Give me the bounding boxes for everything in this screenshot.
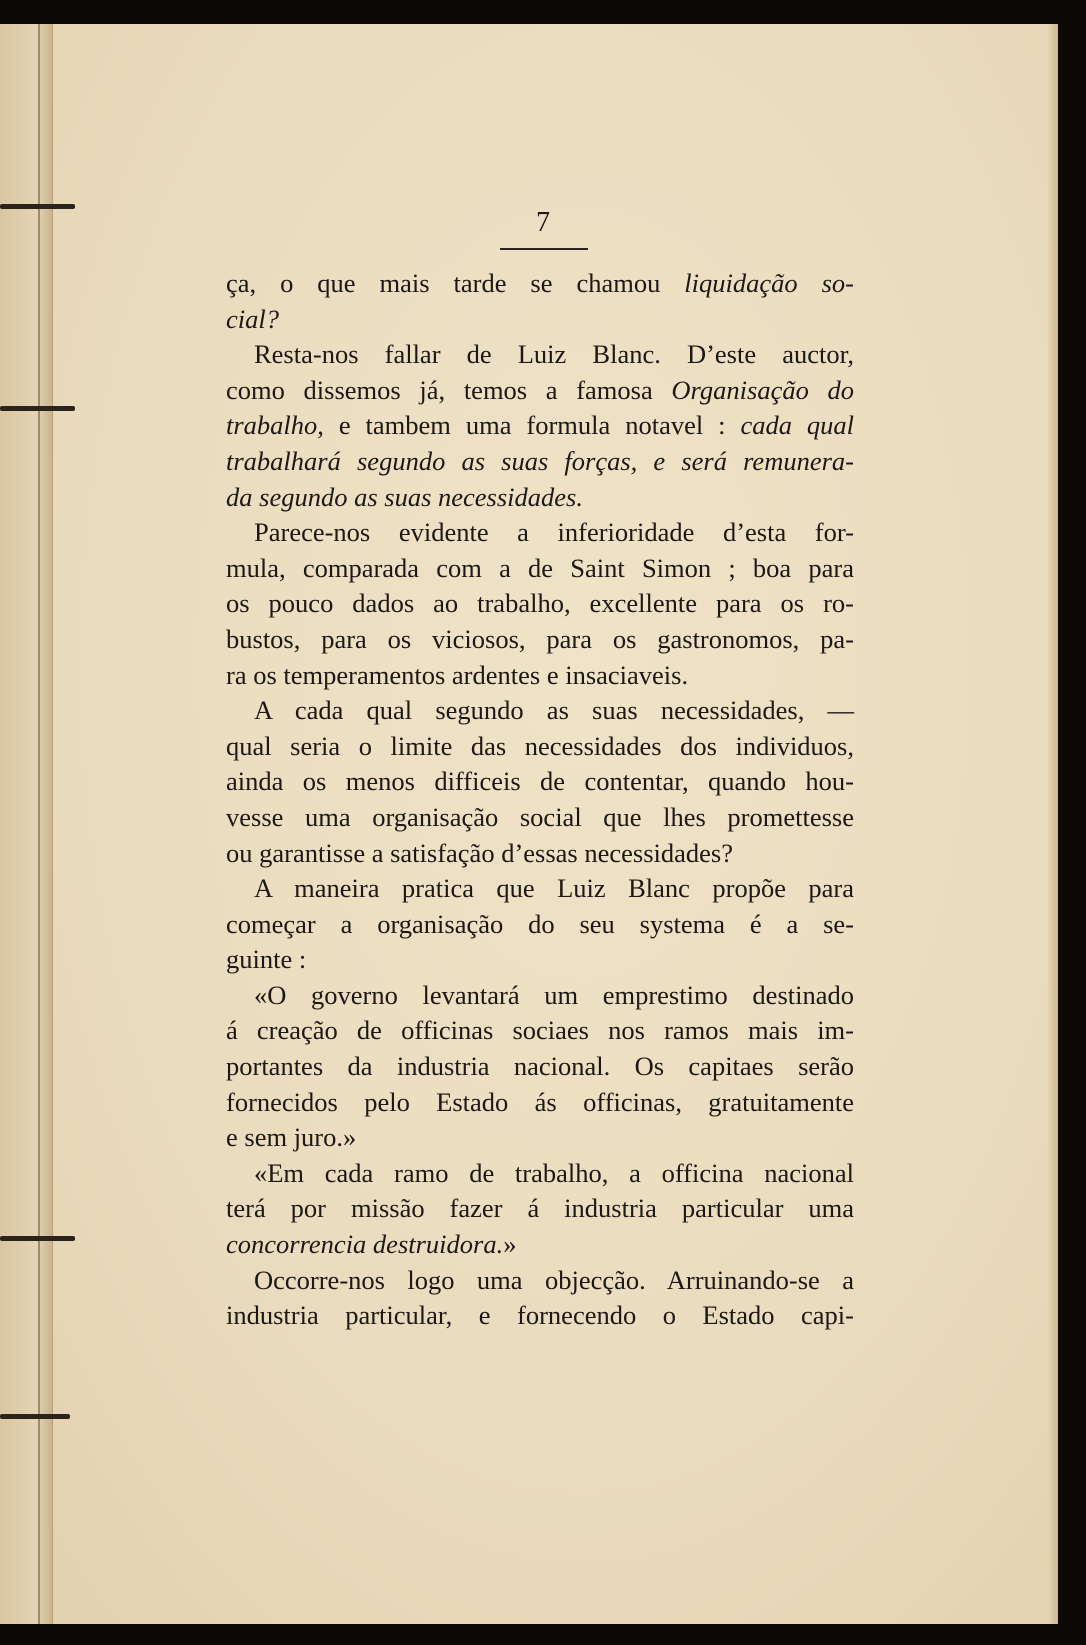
binding-margin [0,24,53,1624]
text-line [226,942,854,978]
text-run: qual seria o limite das necessidades dos individuos, [226,730,854,761]
text-line [226,836,854,872]
italic-text: da segundo as suas necessidades. [226,481,583,512]
text-line [226,515,854,551]
text-line [226,658,854,694]
text-run: , e tambem uma formula notavel : [317,410,741,441]
text-run: ou garantisse a satisfação d’essas necessidades? [226,837,733,868]
text-line [226,586,854,622]
italic-text: cada qual [740,410,855,441]
text-line [226,266,854,302]
text-run: » [503,1229,517,1260]
text-run: portantes da industria nacional. Os capitaes serão [226,1051,854,1082]
text-run: «Em cada ramo de trabalho, a officina nacional [254,1157,854,1188]
italic-text: trabalhará segundo as suas forças, e será remunera- [226,445,854,476]
text-line [226,729,854,765]
text-line [226,978,854,1014]
text-run: os pouco dados ao trabalho, excellente para os ro- [226,588,854,619]
text-run: fornecidos pelo Estado ás officinas, gratuitamente [226,1086,854,1117]
binding-stitch [0,1236,75,1241]
text-run: mula, comparada com a de Saint Simon ; boa para [226,552,854,583]
text-line [226,1298,854,1334]
italic-text: trabalho [226,410,318,441]
text-run: á creação de officinas sociaes nos ramos mais im- [226,1015,854,1046]
text-line [226,622,854,658]
text-run: A cada qual segundo as suas necessidades, — [254,695,854,726]
binding-thread [38,24,40,1624]
text-line [226,1085,854,1121]
text-run: «O governo levantará um emprestimo destinado [254,979,854,1010]
text-run: ça, o que mais tarde se chamou [226,268,685,298]
text-line [226,1156,854,1192]
text-line [226,1227,854,1263]
text-run: como dissemos já, temos a famosa [226,374,672,405]
body-text [226,266,854,1334]
text-run: ainda os menos difficeis de contentar, quando hou- [226,766,854,797]
text-run: Parece-nos evidente a inferioridade d’esta for- [254,517,854,548]
italic-text: concorrencia destruidora. [226,1229,504,1260]
text-run: industria particular, e fornecendo o Estado capi- [226,1300,854,1331]
text-run: começar a organisação do seu systema é a se- [226,908,854,939]
text-run: Occorre-nos logo uma objecção. Arruinando-se a [254,1264,854,1295]
italic-text: Organisação do [671,374,854,405]
text-run: ra os temperamentos ardentes e insaciaveis. [226,659,689,690]
text-line [226,907,854,943]
text-run: Resta-nos fallar de Luiz Blanc. D’este auctor, [254,339,854,370]
page-number: 7 [536,207,550,238]
header-rule [500,248,588,250]
text-line [226,764,854,800]
text-run: A maneira pratica que Luiz Blanc propõe para [254,873,854,904]
italic-text: liquidação so- [684,268,854,298]
page-edge [1048,24,1058,1624]
text-run: terá por missão fazer á industria particular uma [226,1193,854,1224]
text-line [226,1120,854,1156]
text-run: bustos, para os viciosos, para os gastronomos, pa- [226,623,854,654]
text-line [226,1013,854,1049]
text-line [226,871,854,907]
binding-stitch [0,1414,70,1419]
text-run: guinte : [226,944,307,975]
text-line [226,373,854,409]
text-run: vesse uma organisação social que lhes promettesse [226,801,854,832]
binding-stitch [0,406,75,411]
text-line [226,444,854,480]
text-line [226,1049,854,1085]
text-line [226,693,854,729]
text-line [226,302,854,338]
text-line [226,408,854,444]
text-line [226,1191,854,1227]
text-line [226,480,854,516]
text-line [226,1263,854,1299]
text-line [226,551,854,587]
text-line [226,337,854,373]
text-run: e sem juro.» [226,1122,357,1153]
italic-text: cial? [226,303,279,334]
text-line [226,800,854,836]
